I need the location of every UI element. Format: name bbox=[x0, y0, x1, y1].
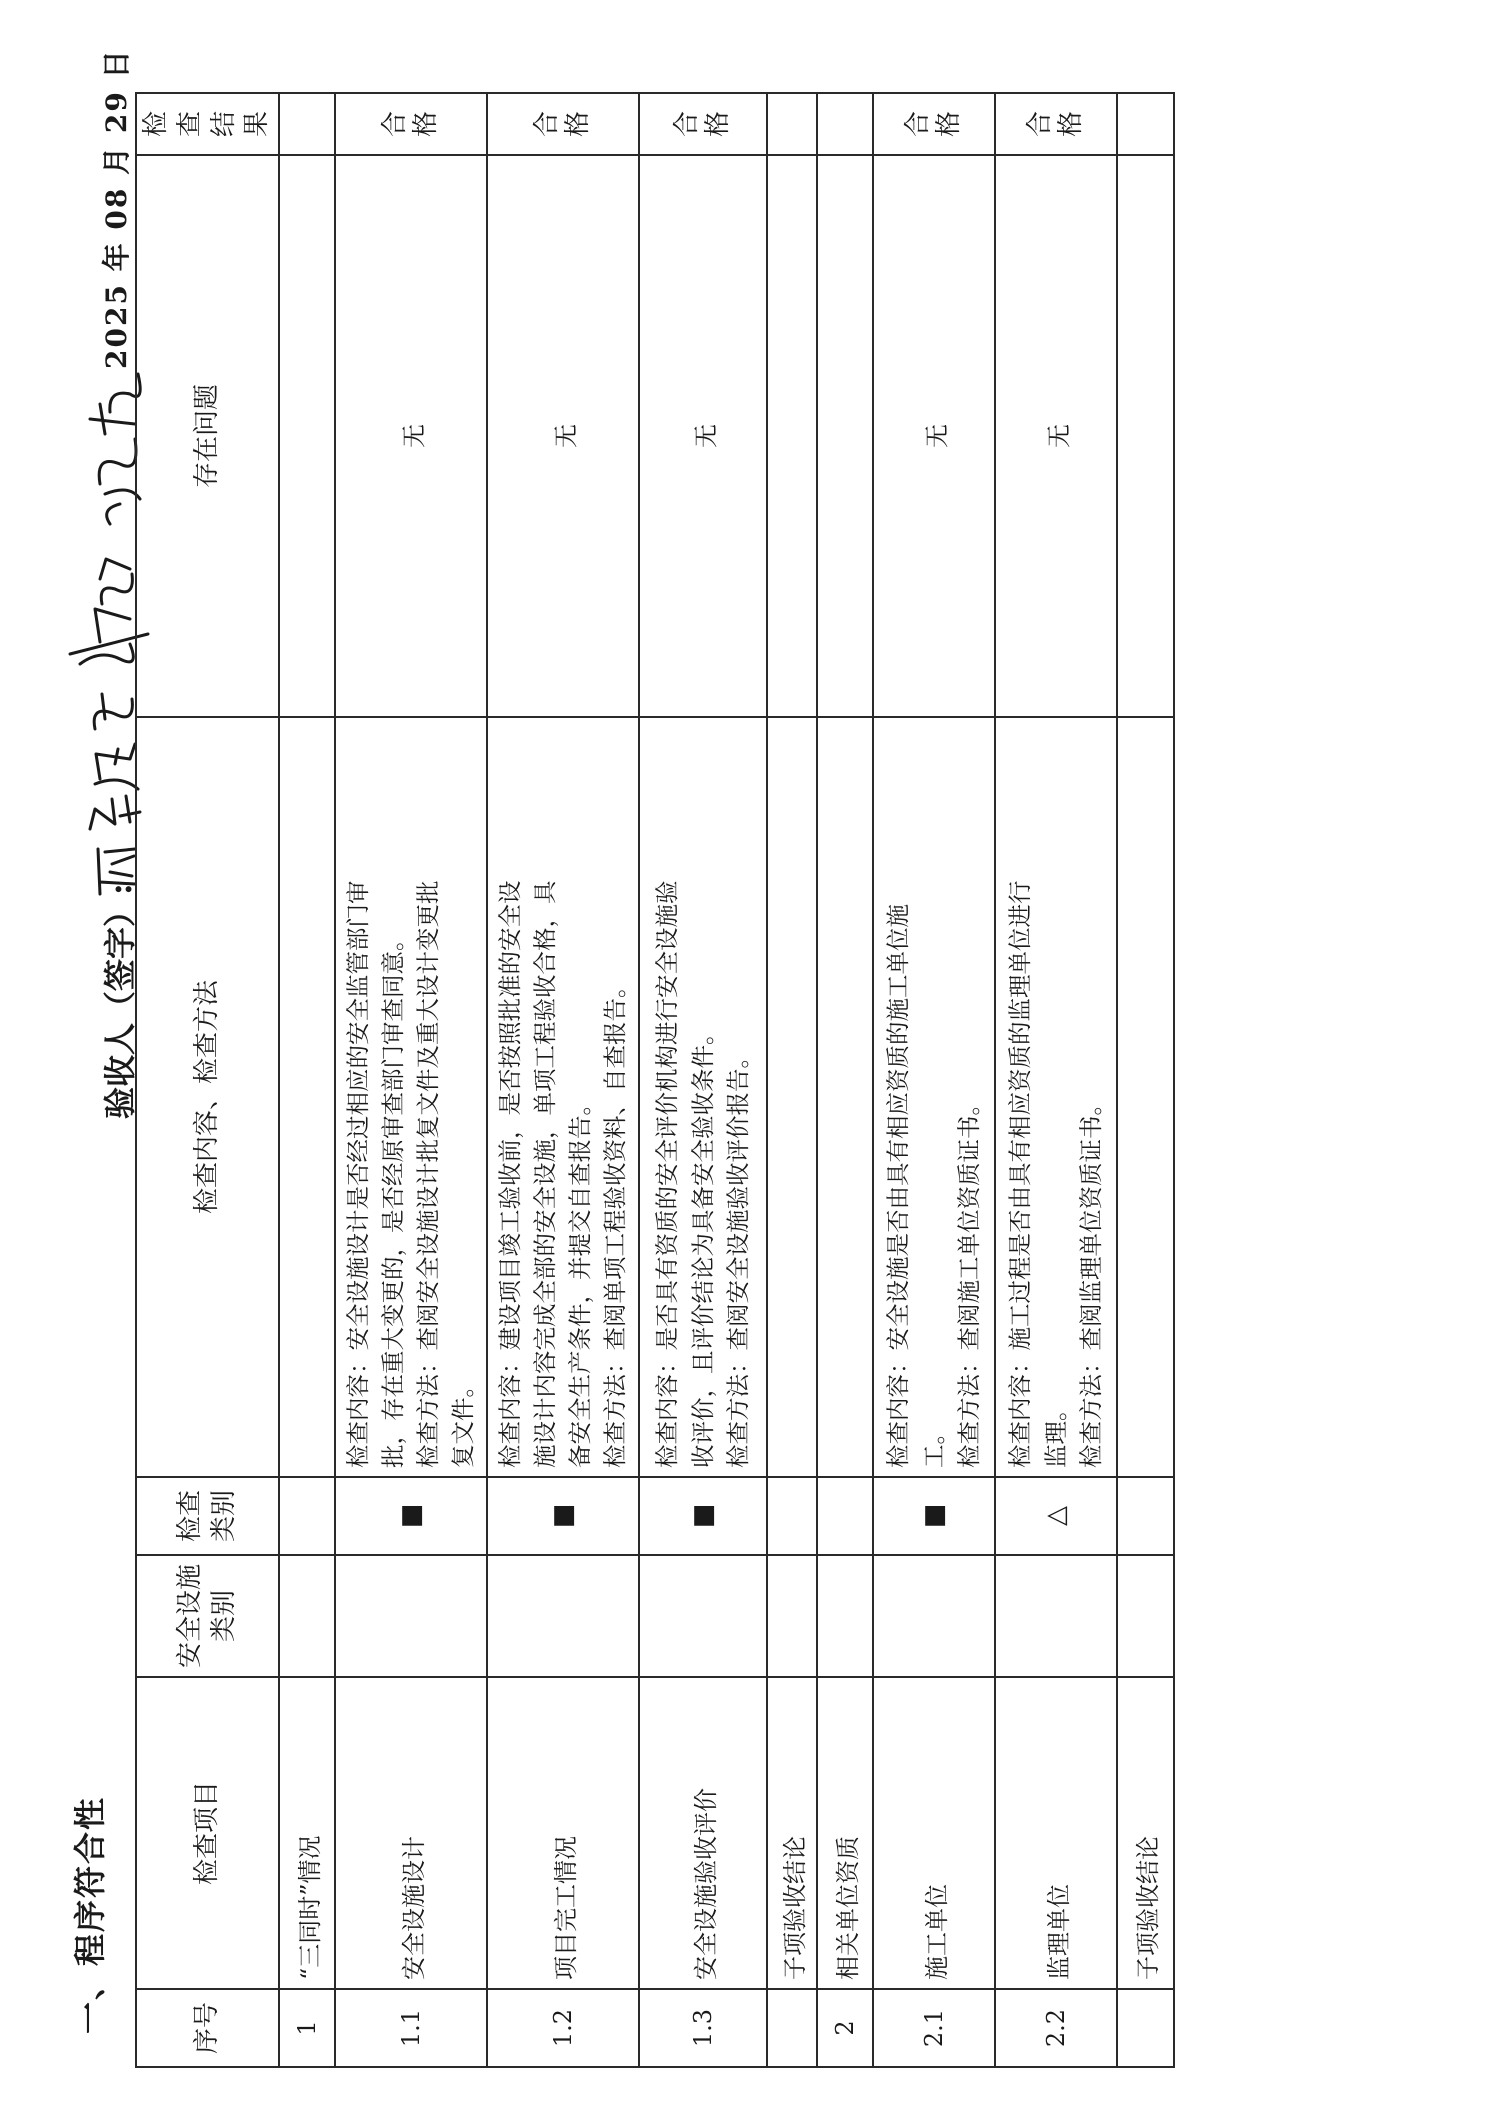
row-item: 相关单位资质 bbox=[817, 1677, 873, 1989]
row-number: 2.1 bbox=[873, 1989, 995, 2067]
row-facility-category bbox=[767, 1555, 817, 1677]
result-text: 合格 bbox=[380, 111, 442, 138]
row-facility-category bbox=[1117, 1555, 1174, 1677]
content-line: 检查内容：施工过程是否由具有相应资质的监理单位进行 bbox=[1006, 880, 1035, 1468]
header-result: 检查结果 bbox=[136, 93, 279, 155]
row-result bbox=[639, 93, 767, 155]
row-number bbox=[1117, 1989, 1174, 2067]
table-row bbox=[1117, 93, 1174, 2067]
row-item: 安全设施设计 bbox=[335, 1677, 487, 1989]
row-issues: 无 bbox=[873, 155, 995, 717]
row-number: 1 bbox=[279, 1989, 335, 2067]
header-check-category: 检查类别 bbox=[136, 1477, 279, 1555]
table-header-row bbox=[136, 93, 279, 2067]
row-item: 施工单位 bbox=[873, 1677, 995, 1989]
content-line: 收评价，且评价结论为具备安全验收条件。 bbox=[688, 1021, 717, 1468]
row-check-category: ■ bbox=[639, 1477, 767, 1555]
row-facility-category bbox=[817, 1555, 873, 1677]
row-issues bbox=[767, 155, 817, 717]
row-result bbox=[995, 93, 1117, 155]
section-title: 一、程序符合性 bbox=[71, 1795, 109, 2034]
row-issues: 无 bbox=[335, 155, 487, 717]
result-text: 合格 bbox=[532, 111, 594, 138]
content-line: 检查内容：安全设施设计是否经过相应的安全监管部门审 bbox=[343, 880, 372, 1468]
row-facility-category bbox=[873, 1555, 995, 1677]
row-result bbox=[817, 93, 873, 155]
row-content bbox=[279, 717, 335, 1477]
row-check-category: ■ bbox=[487, 1477, 639, 1555]
row-facility-category bbox=[639, 1555, 767, 1677]
row-number: 1.1 bbox=[335, 1989, 487, 2067]
header-no: 序号 bbox=[136, 1989, 279, 2067]
row-result bbox=[487, 93, 639, 155]
row-issues: 无 bbox=[995, 155, 1117, 717]
content-line: 检查内容：安全设施是否由具有相应资质的施工单位施 bbox=[884, 904, 913, 1468]
content-line: 施设计内容完成全部的安全设施，单项工程验收合格，具 bbox=[530, 880, 559, 1468]
row-item: 安全设施验收评价 bbox=[639, 1677, 767, 1989]
table-row bbox=[487, 93, 639, 2067]
table-row bbox=[279, 93, 335, 2067]
table-row bbox=[995, 93, 1117, 2067]
row-item: 项目完工情况 bbox=[487, 1677, 639, 1989]
row-result bbox=[873, 93, 995, 155]
row-issues bbox=[279, 155, 335, 717]
row-content bbox=[1117, 717, 1174, 1477]
row-content bbox=[873, 717, 995, 1477]
content-line: 检查方法：查阅安全设施设计批复文件及重大设计变更批 bbox=[414, 880, 443, 1468]
table-row bbox=[335, 93, 487, 2067]
table-row bbox=[767, 93, 817, 2067]
content-line: 检查方法：查阅单项工程验收资料、自查报告。 bbox=[601, 974, 630, 1468]
result-text: 合格 bbox=[672, 111, 734, 138]
row-issues bbox=[1117, 155, 1174, 717]
row-facility-category bbox=[279, 1555, 335, 1677]
row-check-category bbox=[817, 1477, 873, 1555]
row-content bbox=[767, 717, 817, 1477]
row-facility-category bbox=[995, 1555, 1117, 1677]
row-facility-category bbox=[335, 1555, 487, 1677]
row-result bbox=[1117, 93, 1174, 155]
row-check-category bbox=[767, 1477, 817, 1555]
inspection-table bbox=[135, 92, 1175, 2068]
result-text: 合格 bbox=[1025, 111, 1087, 138]
header-item: 检查项目 bbox=[136, 1677, 279, 1989]
row-number bbox=[767, 1989, 817, 2067]
row-content bbox=[487, 717, 639, 1477]
content-line: 监理。 bbox=[1041, 1397, 1070, 1468]
row-number: 2.2 bbox=[995, 1989, 1117, 2067]
row-number: 1.3 bbox=[639, 1989, 767, 2067]
row-check-category: ■ bbox=[873, 1477, 995, 1555]
content-line: 检查内容：建设项目竣工验收前，是否按照批准的安全设 bbox=[495, 880, 524, 1468]
header-facility-category: 安全设施类别 bbox=[136, 1555, 279, 1677]
content-line: 备安全生产条件，并提交自查报告。 bbox=[566, 1092, 595, 1468]
row-result bbox=[767, 93, 817, 155]
table-row bbox=[873, 93, 995, 2067]
content-line: 工。 bbox=[919, 1421, 948, 1468]
row-content bbox=[335, 717, 487, 1477]
row-issues: 无 bbox=[639, 155, 767, 717]
row-result bbox=[279, 93, 335, 155]
row-content bbox=[817, 717, 873, 1477]
header-issues: 存在问题 bbox=[136, 155, 279, 717]
row-check-category: △ bbox=[995, 1477, 1117, 1555]
row-item: 子项验收结论 bbox=[767, 1677, 817, 1989]
content-line: 检查方法：查阅施工单位资质证书。 bbox=[954, 1092, 983, 1468]
header-content: 检查内容、检查方法 bbox=[136, 717, 279, 1477]
content-line: 检查方法：查阅安全设施验收评价报告。 bbox=[723, 1045, 752, 1468]
table-row bbox=[817, 93, 873, 2067]
result-text: 合格 bbox=[903, 111, 965, 138]
content-line: 复文件。 bbox=[449, 1374, 478, 1468]
row-result bbox=[335, 93, 487, 155]
row-number: 1.2 bbox=[487, 1989, 639, 2067]
date: 2025 年 08 月 29 日 bbox=[100, 48, 133, 369]
content-line: 检查内容：是否具有资质的安全评价机构进行安全设施验 bbox=[653, 880, 682, 1468]
row-facility-category bbox=[487, 1555, 639, 1677]
content-line: 批，存在重大变更的，是否经原审查部门审查同意。 bbox=[378, 927, 407, 1468]
table-row bbox=[639, 93, 767, 2067]
signer-label: 验收人（签字）: bbox=[101, 883, 139, 1119]
row-item: 监理单位 bbox=[995, 1677, 1117, 1989]
content-line: 检查方法：查阅监理单位资质证书。 bbox=[1076, 1092, 1105, 1468]
row-number: 2 bbox=[817, 1989, 873, 2067]
row-issues bbox=[817, 155, 873, 717]
row-content bbox=[995, 717, 1117, 1477]
row-item: 子项验收结论 bbox=[1117, 1677, 1174, 1989]
row-issues: 无 bbox=[487, 155, 639, 717]
row-content bbox=[639, 717, 767, 1477]
row-check-category bbox=[279, 1477, 335, 1555]
row-item: “三同时”情况 bbox=[279, 1677, 335, 1989]
row-check-category bbox=[1117, 1477, 1174, 1555]
row-check-category: ■ bbox=[335, 1477, 487, 1555]
